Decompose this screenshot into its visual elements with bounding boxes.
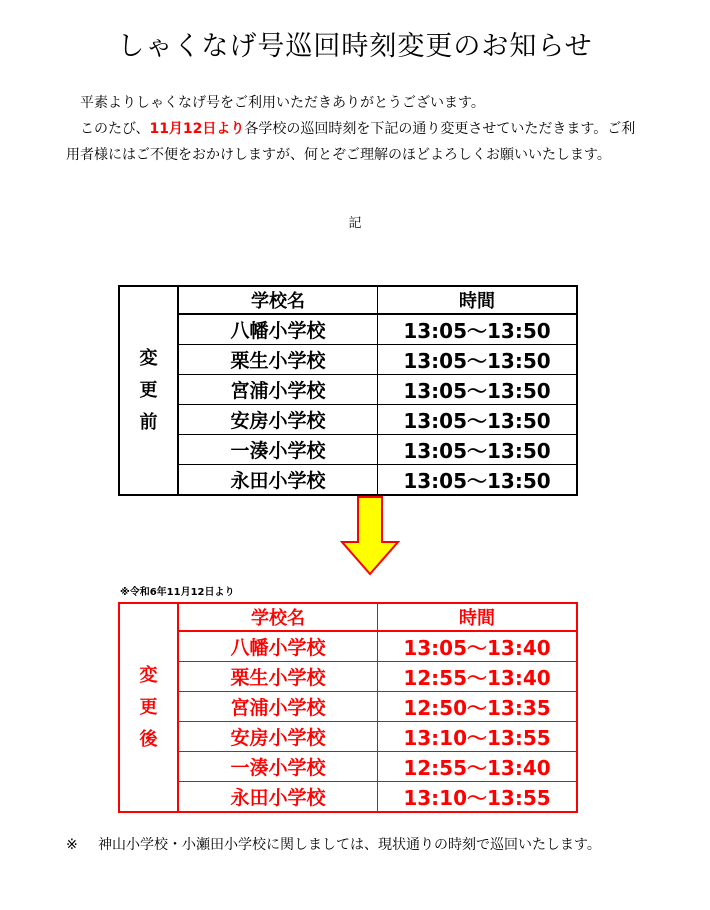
time-cell: 13:05～13:50 — [378, 345, 578, 375]
school-cell: 安房小学校 — [178, 405, 378, 435]
intro-lead: このたび、 — [80, 121, 150, 137]
page-title: しゃくなげ号巡回時刻変更のお知らせ — [117, 31, 593, 62]
table-row — [119, 722, 577, 752]
time-cell: 13:10～13:55 — [378, 782, 578, 813]
side-char: 前 — [139, 411, 158, 433]
side-char: 後 — [139, 728, 158, 750]
intro-greeting: 平素よりしゃくなげ号をご利用いただきありがとうございます。 — [80, 95, 485, 111]
time-cell: 12:55～13:40 — [378, 752, 578, 782]
school-cell: 宮浦小学校 — [178, 375, 378, 405]
school-cell: 栗生小学校 — [178, 662, 378, 692]
school-cell: 安房小学校 — [178, 722, 378, 752]
header-school: 学校名 — [178, 603, 378, 631]
effective-date-note: ※令和6年11月12日より — [120, 587, 235, 598]
time-cell: 13:05～13:50 — [378, 405, 578, 435]
table-row — [119, 375, 577, 405]
school-cell: 一湊小学校 — [178, 752, 378, 782]
table-row — [119, 314, 577, 345]
footnote — [66, 833, 656, 857]
header-time: 時間 — [378, 603, 578, 631]
table-row — [119, 752, 577, 782]
table-row — [119, 405, 577, 435]
side-char: 変 — [139, 664, 158, 686]
intro-paragraph — [66, 90, 646, 168]
schedule-after-table — [118, 602, 578, 813]
time-cell: 13:05～13:50 — [378, 314, 578, 345]
footnote-mark: ※ — [66, 837, 78, 853]
time-cell: 13:10～13:55 — [378, 722, 578, 752]
before-side-label — [119, 286, 178, 495]
effective-date-highlight: 11月12日より — [149, 121, 245, 137]
intro-line2 — [66, 116, 646, 168]
school-cell: 一湊小学校 — [178, 435, 378, 465]
side-char: 更 — [139, 696, 158, 718]
school-cell: 栗生小学校 — [178, 345, 378, 375]
table-row — [119, 631, 577, 662]
ki-heading: 記 — [348, 216, 362, 231]
school-cell: 永田小学校 — [178, 465, 378, 496]
table-row — [119, 692, 577, 722]
footnote-text: 神山小学校・小瀬田小学校に関しましては、現状通りの時刻で巡回いたします。 — [98, 837, 601, 853]
school-cell: 八幡小学校 — [178, 314, 378, 345]
time-cell: 12:55～13:40 — [378, 662, 578, 692]
side-char: 更 — [139, 379, 158, 401]
schedule-before-table — [118, 285, 578, 496]
side-char: 変 — [139, 347, 158, 369]
intro-body: 各学校の巡回時刻を下記の通り変更させていただきます。ご利用者様にはご不便をおかけしますが、何とぞご理解のほどよろしくお願いいたします。 — [66, 121, 636, 163]
down-arrow-icon — [338, 494, 402, 578]
after-side-label — [119, 603, 178, 812]
table-header-row — [119, 603, 577, 631]
table-header-row — [119, 286, 577, 314]
table-row — [119, 782, 577, 813]
table-row — [119, 465, 577, 496]
time-cell: 12:50～13:35 — [378, 692, 578, 722]
table-row — [119, 662, 577, 692]
school-cell: 永田小学校 — [178, 782, 378, 813]
table-row — [119, 435, 577, 465]
intro-line1 — [66, 90, 646, 116]
time-cell: 13:05～13:50 — [378, 375, 578, 405]
time-cell: 13:05～13:50 — [378, 435, 578, 465]
header-school: 学校名 — [178, 286, 378, 314]
school-cell: 八幡小学校 — [178, 631, 378, 662]
time-cell: 13:05～13:40 — [378, 631, 578, 662]
table-row — [119, 345, 577, 375]
school-cell: 宮浦小学校 — [178, 692, 378, 722]
time-cell: 13:05～13:50 — [378, 465, 578, 496]
header-time: 時間 — [378, 286, 578, 314]
